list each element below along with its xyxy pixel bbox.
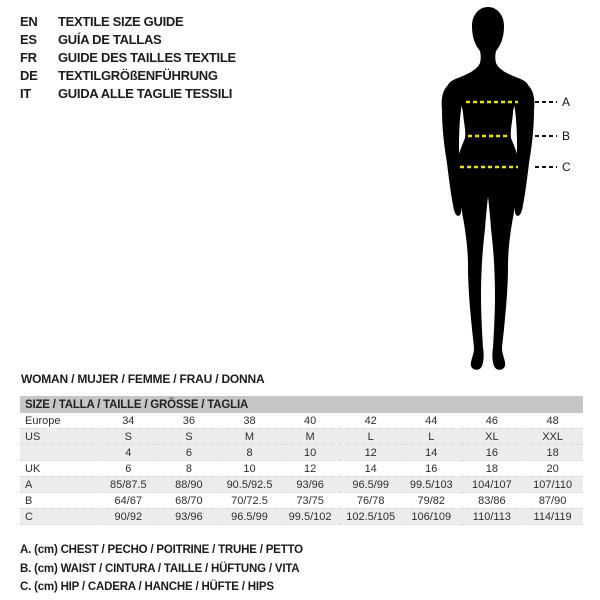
language-code: FR bbox=[20, 50, 37, 65]
size-cell: 88/90 bbox=[159, 477, 220, 493]
size-row-label: A bbox=[20, 477, 98, 493]
size-row-label: C bbox=[20, 509, 98, 525]
size-cell: 8 bbox=[159, 461, 220, 477]
size-cell: 14 bbox=[340, 461, 401, 477]
size-cell: 73/75 bbox=[280, 493, 341, 509]
size-cell: 36 bbox=[159, 413, 220, 429]
language-code: DE bbox=[20, 68, 38, 83]
size-cell: 16 bbox=[462, 445, 523, 461]
table-row bbox=[20, 493, 583, 509]
size-cell: 107/110 bbox=[522, 477, 583, 493]
language-label: GUIDE DES TAILLES TEXTILE bbox=[58, 50, 236, 65]
size-cell: 40 bbox=[280, 413, 341, 429]
marker-label-a: A bbox=[562, 95, 571, 109]
size-row-label: UK bbox=[20, 461, 98, 477]
size-cell: S bbox=[159, 429, 220, 445]
marker-label-b: B bbox=[562, 129, 571, 143]
section-title: WOMAN / MUJER / FEMME / FRAU / DONNA bbox=[21, 372, 265, 386]
size-cell: 90/92 bbox=[98, 509, 159, 525]
size-cell: 16 bbox=[401, 461, 462, 477]
size-cell: 34 bbox=[98, 413, 159, 429]
size-cell: 76/78 bbox=[340, 493, 401, 509]
size-cell: 12 bbox=[340, 445, 401, 461]
size-cell: 14 bbox=[401, 445, 462, 461]
language-label: TEXTILGRÖßENFÜHRUNG bbox=[58, 68, 218, 83]
table-row bbox=[20, 461, 583, 477]
size-cell: XXL bbox=[522, 429, 583, 445]
size-cell: 96.5/99 bbox=[340, 477, 401, 493]
silhouette-right-arm bbox=[514, 86, 534, 216]
size-cell: 93/96 bbox=[280, 477, 341, 493]
size-table-header: SIZE / TALLA / TAILLE / GRÖSSE / TAGLIA bbox=[20, 396, 583, 413]
table-row bbox=[20, 509, 583, 525]
size-cell: 12 bbox=[280, 461, 341, 477]
size-cell: 83/86 bbox=[462, 493, 523, 509]
size-cell: 64/67 bbox=[98, 493, 159, 509]
size-cell: M bbox=[219, 429, 280, 445]
legend-line: B. (cm) WAIST / CINTURA / TAILLE / HÜFTUNG / VITA bbox=[20, 562, 300, 575]
table-row bbox=[20, 413, 583, 429]
size-cell: 20 bbox=[522, 461, 583, 477]
language-code: ES bbox=[20, 32, 37, 47]
size-cell: XL bbox=[462, 429, 523, 445]
size-cell: 10 bbox=[219, 461, 280, 477]
size-cell: 102.5/105 bbox=[340, 509, 401, 525]
language-guide bbox=[20, 13, 236, 103]
size-row-label: Europe bbox=[20, 413, 98, 429]
size-cell: 96.5/99 bbox=[219, 509, 280, 525]
woman-silhouette-figure bbox=[410, 0, 585, 380]
size-cell: 4 bbox=[98, 445, 159, 461]
size-cell: 46 bbox=[462, 413, 523, 429]
silhouette-left-arm bbox=[442, 86, 462, 216]
size-table-header-row bbox=[20, 396, 583, 413]
size-cell: 8 bbox=[219, 445, 280, 461]
table-row bbox=[20, 429, 583, 445]
language-code: IT bbox=[20, 86, 31, 101]
table-row bbox=[20, 445, 583, 461]
size-cell: 68/70 bbox=[159, 493, 220, 509]
language-label: GUÍA DE TALLAS bbox=[58, 32, 162, 47]
language-label: GUIDA ALLE TAGLIE TESSILI bbox=[58, 86, 233, 101]
size-cell: 85/87.5 bbox=[98, 477, 159, 493]
language-label: TEXTILE SIZE GUIDE bbox=[58, 14, 184, 29]
size-cell: 6 bbox=[98, 461, 159, 477]
size-cell: 90.5/92.5 bbox=[219, 477, 280, 493]
size-cell: 18 bbox=[462, 461, 523, 477]
size-cell: 104/107 bbox=[462, 477, 523, 493]
table-row bbox=[20, 477, 583, 493]
size-table bbox=[20, 396, 583, 525]
size-cell: 6 bbox=[159, 445, 220, 461]
size-cell: 18 bbox=[522, 445, 583, 461]
size-cell: L bbox=[340, 429, 401, 445]
size-cell: M bbox=[280, 429, 341, 445]
size-cell: 110/113 bbox=[462, 509, 523, 525]
language-code: EN bbox=[20, 14, 38, 29]
size-row-label: B bbox=[20, 493, 98, 509]
size-cell: 99.5/102 bbox=[280, 509, 341, 525]
marker-label-c: C bbox=[562, 160, 571, 174]
size-cell: 87/90 bbox=[522, 493, 583, 509]
size-cell: 93/96 bbox=[159, 509, 220, 525]
size-row-label: US bbox=[20, 429, 98, 445]
size-cell: 38 bbox=[219, 413, 280, 429]
size-cell: L bbox=[401, 429, 462, 445]
size-cell: 48 bbox=[522, 413, 583, 429]
legend-line: C. (cm) HIP / CADERA / HANCHE / HÜFTE / HIPS bbox=[20, 581, 274, 593]
measure-legend bbox=[20, 541, 303, 597]
size-cell: 79/82 bbox=[401, 493, 462, 509]
size-cell: 106/109 bbox=[401, 509, 462, 525]
size-cell: 114/119 bbox=[522, 509, 583, 525]
size-cell: 42 bbox=[340, 413, 401, 429]
size-cell: 10 bbox=[280, 445, 341, 461]
size-cell: 44 bbox=[401, 413, 462, 429]
size-cell: 70/72.5 bbox=[219, 493, 280, 509]
size-row-label bbox=[20, 445, 98, 461]
size-cell: S bbox=[98, 429, 159, 445]
size-cell: 99.5/103 bbox=[401, 477, 462, 493]
legend-line: A. (cm) CHEST / PECHO / POITRINE / TRUHE / PETTO bbox=[20, 544, 303, 556]
